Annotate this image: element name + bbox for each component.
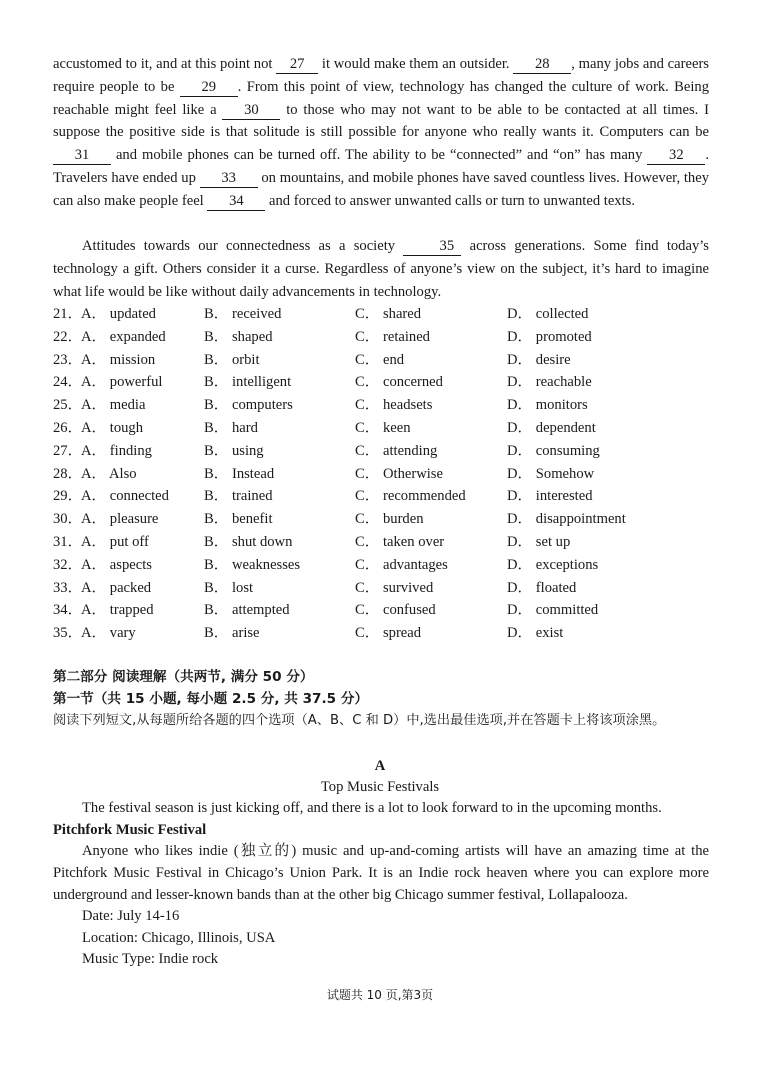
option-d: D． reachable <box>507 374 592 391</box>
question-number: 25． <box>53 397 83 414</box>
option-a: A． mission <box>81 351 156 368</box>
option-c: C． taken over <box>355 534 445 550</box>
part-title: 第二部分 阅读理解（共两节, 满分 50 分） <box>53 669 314 685</box>
option-c: C． recommended <box>355 488 466 505</box>
option-c: C． keen <box>355 420 411 436</box>
option-a: A． finding <box>81 442 152 459</box>
festival-name: Pitchfork Music Festival <box>53 822 207 838</box>
option-b: B． benefit <box>204 511 273 528</box>
option-b: B． arise <box>204 625 260 642</box>
option-d: D． dependent <box>507 420 596 436</box>
option-d: D． disappointment <box>507 511 626 528</box>
option-b: B． computers <box>204 397 293 414</box>
option-a: A． tough <box>81 420 144 436</box>
blank-35: 35 <box>403 238 461 256</box>
cloze-paragraph-2 <box>53 235 709 303</box>
option-c: C． advantages <box>355 556 448 573</box>
option-a: A． pleasure <box>81 511 159 528</box>
instructions: 阅读下列短文,从每题所给各题的四个选项（A、B、C 和 D）中,选出最佳选项,并在答题卡上将该项涂黑。 <box>53 713 666 728</box>
option-c: C． spread <box>355 625 422 642</box>
blank-33: 33 <box>200 170 258 188</box>
option-b: B． hard <box>204 420 258 436</box>
option-d: D． collected <box>507 306 589 322</box>
option-a: A． media <box>81 397 146 414</box>
option-d: D． desire <box>507 351 571 368</box>
option-b: B． received <box>204 306 282 322</box>
cloze-text: and forced to answer unwanted calls or turn to unwanted texts. <box>265 192 635 209</box>
option-b: B． attempted <box>204 602 290 619</box>
option-c: C． survived <box>355 579 434 596</box>
question-number: 33． <box>53 579 83 596</box>
option-a: A． expanded <box>81 328 166 345</box>
question-number: 22． <box>53 328 83 345</box>
option-c: C． Otherwise <box>355 465 443 482</box>
option-a: A． packed <box>81 579 152 596</box>
festival-location: Location: Chicago, Illinois, USA <box>82 930 276 946</box>
option-c: C． attending <box>355 442 438 459</box>
option-c: C． concerned <box>355 374 443 391</box>
page-footer: 试题共 10 页,第3页 <box>326 988 434 1002</box>
cloze-text: across generations. Some find today’s technology a gift. Others consider it a curse. Regardless of anyone’s view on the subject, it’s hard to imagine what life would be like without daily advancements in technology. <box>53 238 709 300</box>
option-a: A． Also <box>81 465 137 482</box>
question-number: 21． <box>53 306 83 322</box>
option-c: C． retained <box>355 328 430 345</box>
blank-27: 27 <box>276 56 318 74</box>
cloze-text: accustomed to it, and at this point not <box>53 56 277 72</box>
cloze-text: on mountains, and mobile phones have saved countless lives. However, they can also make people feel <box>53 169 709 209</box>
option-b: B． trained <box>204 488 273 505</box>
option-d: D． committed <box>507 602 599 619</box>
option-d: D． consuming <box>507 442 600 459</box>
question-number: 23． <box>53 351 83 368</box>
cloze-text: it would make them an outsider. <box>318 56 514 72</box>
option-b: B． weaknesses <box>204 556 301 573</box>
option-c: C． confused <box>355 602 436 619</box>
option-c: C． end <box>355 351 405 368</box>
festival-music-type: Music Type: Indie rock <box>82 951 219 967</box>
passage-letter: A <box>374 758 386 774</box>
option-a: A． aspects <box>81 556 152 573</box>
question-number: 34． <box>53 602 83 619</box>
option-c: C． headsets <box>355 397 433 414</box>
option-b: B． orbit <box>204 351 260 368</box>
option-b: B． shaped <box>204 328 273 345</box>
question-number: 28． <box>53 465 83 482</box>
blank-29: 29 <box>180 79 238 97</box>
blank-28: 28 <box>513 56 571 74</box>
option-d: D． Somehow <box>507 465 595 482</box>
option-c: C． shared <box>355 306 422 322</box>
blank-34: 34 <box>207 193 265 211</box>
question-number: 24． <box>53 374 83 391</box>
option-b: B． lost <box>204 579 254 596</box>
passage-title: Top Music Festivals <box>320 779 440 795</box>
question-number: 26． <box>53 420 83 436</box>
question-number: 31． <box>53 534 83 550</box>
cloze-paragraph-1 <box>53 53 709 213</box>
option-a: A． powerful <box>81 374 163 391</box>
question-number: 35． <box>53 625 83 642</box>
cloze-text: , many jobs and careers require people to be <box>53 56 709 95</box>
option-b: B． Instead <box>204 465 275 482</box>
option-d: D． floated <box>507 579 577 596</box>
option-d: D． interested <box>507 488 593 505</box>
cloze-text: and mobile phones can be turned off. The ability to be “connected” and “on” has many <box>111 147 648 164</box>
blank-30: 30 <box>222 102 280 120</box>
option-a: A． trapped <box>81 602 154 619</box>
blank-31: 31 <box>53 147 111 165</box>
option-a: A． put off <box>81 534 149 550</box>
sub-section-title: 第一节（共 15 小题, 每小题 2.5 分, 共 37.5 分） <box>53 691 369 707</box>
option-b: B． shut down <box>204 534 293 550</box>
blank-32: 32 <box>647 147 705 165</box>
festival-description: Anyone who likes indie (独立的) music and up-and-coming artists will have an amazing time at the Pitchfork Music Festival in Chicago’s Union Park. It is an Indie rock heaven where you can explore more underground and lesser-known bands than at the other big Chicago summer festival, Lollapalooza. <box>53 843 709 903</box>
cloze-text: . Travelers have ended up <box>53 147 709 186</box>
passage-intro: The festival season is just kicking off, and there is a lot to look forward to in the upcoming months. <box>82 800 662 816</box>
cloze-text: . From this point of view, technology has changed the culture of work. Being reachable might feel like a <box>53 78 709 118</box>
option-d: D． promoted <box>507 328 592 345</box>
option-d: D． set up <box>507 534 571 550</box>
question-number: 29． <box>53 488 83 505</box>
option-d: D． exceptions <box>507 556 599 573</box>
option-d: D． monitors <box>507 397 588 414</box>
question-number: 32． <box>53 556 83 573</box>
option-c: C． burden <box>355 511 424 528</box>
cloze-text: Attitudes towards our connectedness as a society <box>82 238 404 254</box>
option-b: B． intelligent <box>204 374 292 391</box>
option-b: B． using <box>204 442 264 459</box>
question-number: 30． <box>53 511 83 528</box>
cloze-text: to those who may not want to be able to be contacted at all times. I suppose the positive side is that solitude is still possible for anyone who really wants it. Computers can be <box>53 101 709 141</box>
option-a: A． vary <box>81 625 136 642</box>
question-number: 27． <box>53 442 83 459</box>
option-d: D． exist <box>507 625 564 642</box>
option-a: A． updated <box>81 306 156 322</box>
option-a: A． connected <box>81 488 169 505</box>
festival-date: Date: July 14-16 <box>82 908 180 924</box>
